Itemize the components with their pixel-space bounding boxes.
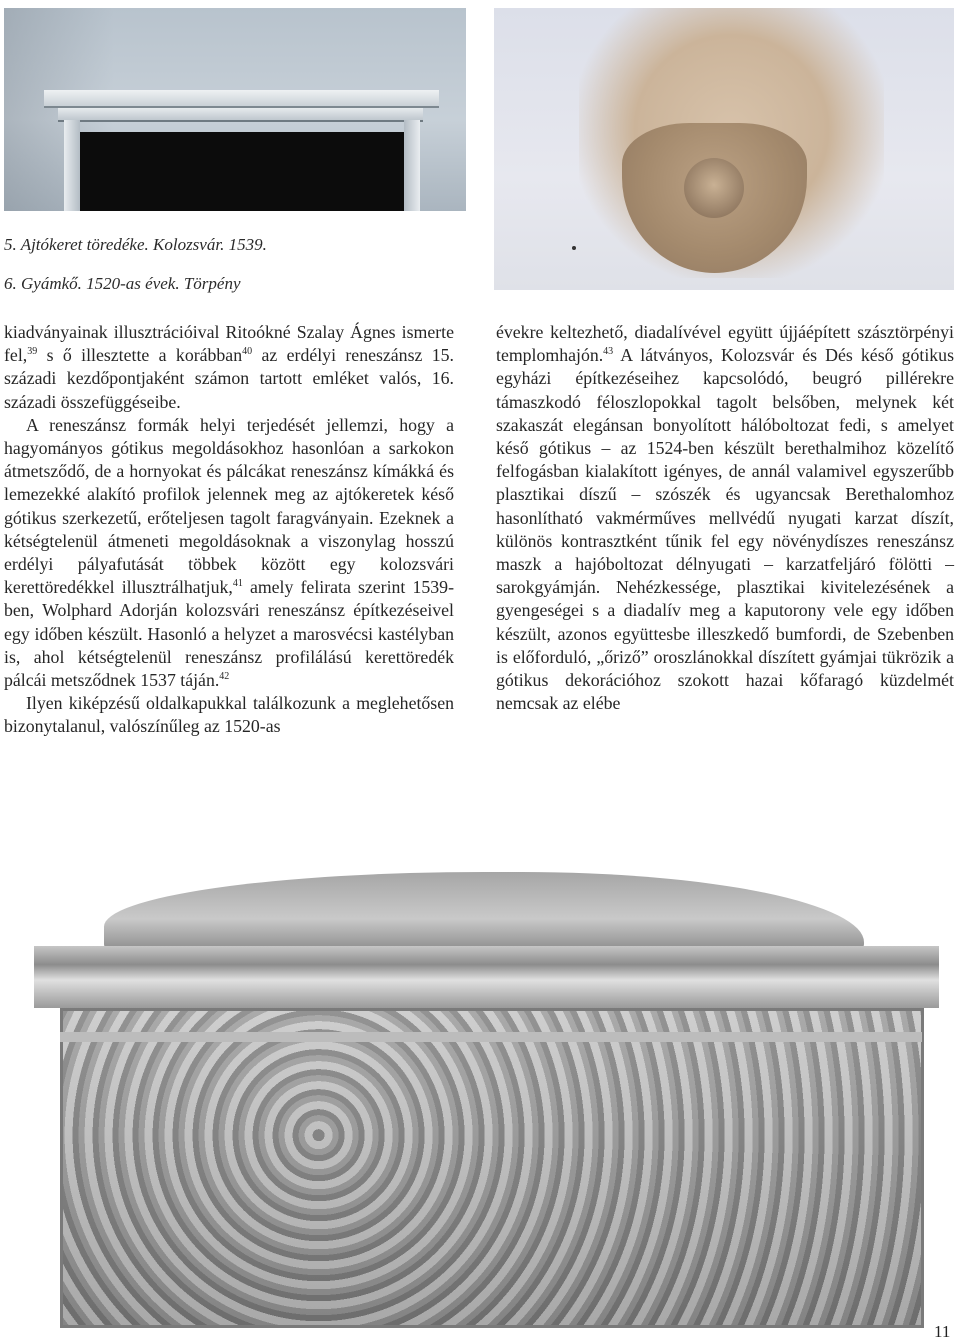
paragraph: Ilyen kiképzésű oldalkapukkal találkozunk a meglehetősen bizonytalanul, valószínűleg az 1520-as: [4, 693, 454, 737]
page-number: 11: [934, 1322, 951, 1341]
footnote-ref: 41: [232, 578, 243, 590]
footnote-ref: 42: [219, 671, 230, 683]
footnote-ref: 43: [603, 346, 614, 358]
footnote-ref: 39: [27, 346, 38, 358]
right-text-column: [496, 321, 954, 715]
paragraph: kiadványainak illusztrációival Ritoókné Szalay Ágnes ismerte fel,$^{39}$ s ő illesztette a korábban$^{40}$ az erdélyi reneszánsz 15. századi kezdőpontjaként számon tartott emléket valós, 16. századi összefüggéseibe.: [4, 322, 454, 412]
left-text-column: [4, 321, 454, 739]
door-frame-photo: [4, 8, 466, 211]
paragraph: évekre keltezhető, diadalívével együtt újjáépített szásztörpényi templomhajón.$^{43}$ A látványos, Kolozsvár és Dés késő gótikus egyházi építkezéseihez kapcsolódó, beugró pillérekre támaszkodó féloszlopokkal tagolt belsőben, melynek két szakaszát elegánsan bonyolított hálóboltozat fedi, s amelyet késő gótikus – az 1524-ben készült berethalmihoz közelítő felfogásban kialakított igényes, de annál valamivel egyszerűbb plasztikai díszű – szószék és ugyancsak Berethalomhoz hasonlítható vakmérműves mellvédű nyugati karzat díszít, különös kontrasztként tűnik fel egy növénydíszes reneszánsz maszk a hajóboltozat délnyugati – karzatfeljáró fölötti – sarokgyámján. Nehézkessége, plasztikai kivitelezésének a gyengeségei s a diadalív meg a kaputorony vele egy időben készült, azonos együttesbe illeszkedő bumfordi, de Szebenben is előforduló, „őriző” oroszlánokkal díszített gyámjai tükrözik a gótikus dekorációhoz szokott hazai kőfaragó küzdelmét nemcsak az elébe: [496, 322, 954, 714]
figure-6-caption: 6. Gyámkő. 1520-as évek. Törpény: [4, 274, 241, 293]
figure-5-caption: 5. Ajtókeret töredéke. Kolozsvár. 1539.: [4, 235, 267, 254]
footnote-ref: 40: [242, 346, 253, 358]
paragraph: A reneszánsz formák helyi terjedését jellemzi, hogy a hagyományos gótikus megoldásokhoz hasonlóan a sarkokon átmetsződő, de a hornyokat és pálcákat reneszánsz kímákká és lemezekké alakító profilok jelennek meg az ajtókeretek késő gótikus szerkezetű, erőteljesen tagolt faragványain. Ezeknek a kétségtelenül átmeneti megoldásoknak a viszonylag hosszú erdélyi pályafutását többek között egy kolozsvári kerettöredékkel illusztrálhatjuk,$^{41}$ amely felirata szerint 1539-ben, Wolphard Adorján kolozsvári reneszánsz építkezéseivel egy időben készült. Hasonló a helyzet a marosvécsi kastélyban is, ahol kétségtelenül reneszánsz profilálású kerettöredék pálcái metsződnek 1537 táján.$^{42}$: [4, 414, 454, 691]
corbel-photo: [494, 8, 954, 290]
sarcophagus-relief-photo: [24, 862, 940, 1332]
